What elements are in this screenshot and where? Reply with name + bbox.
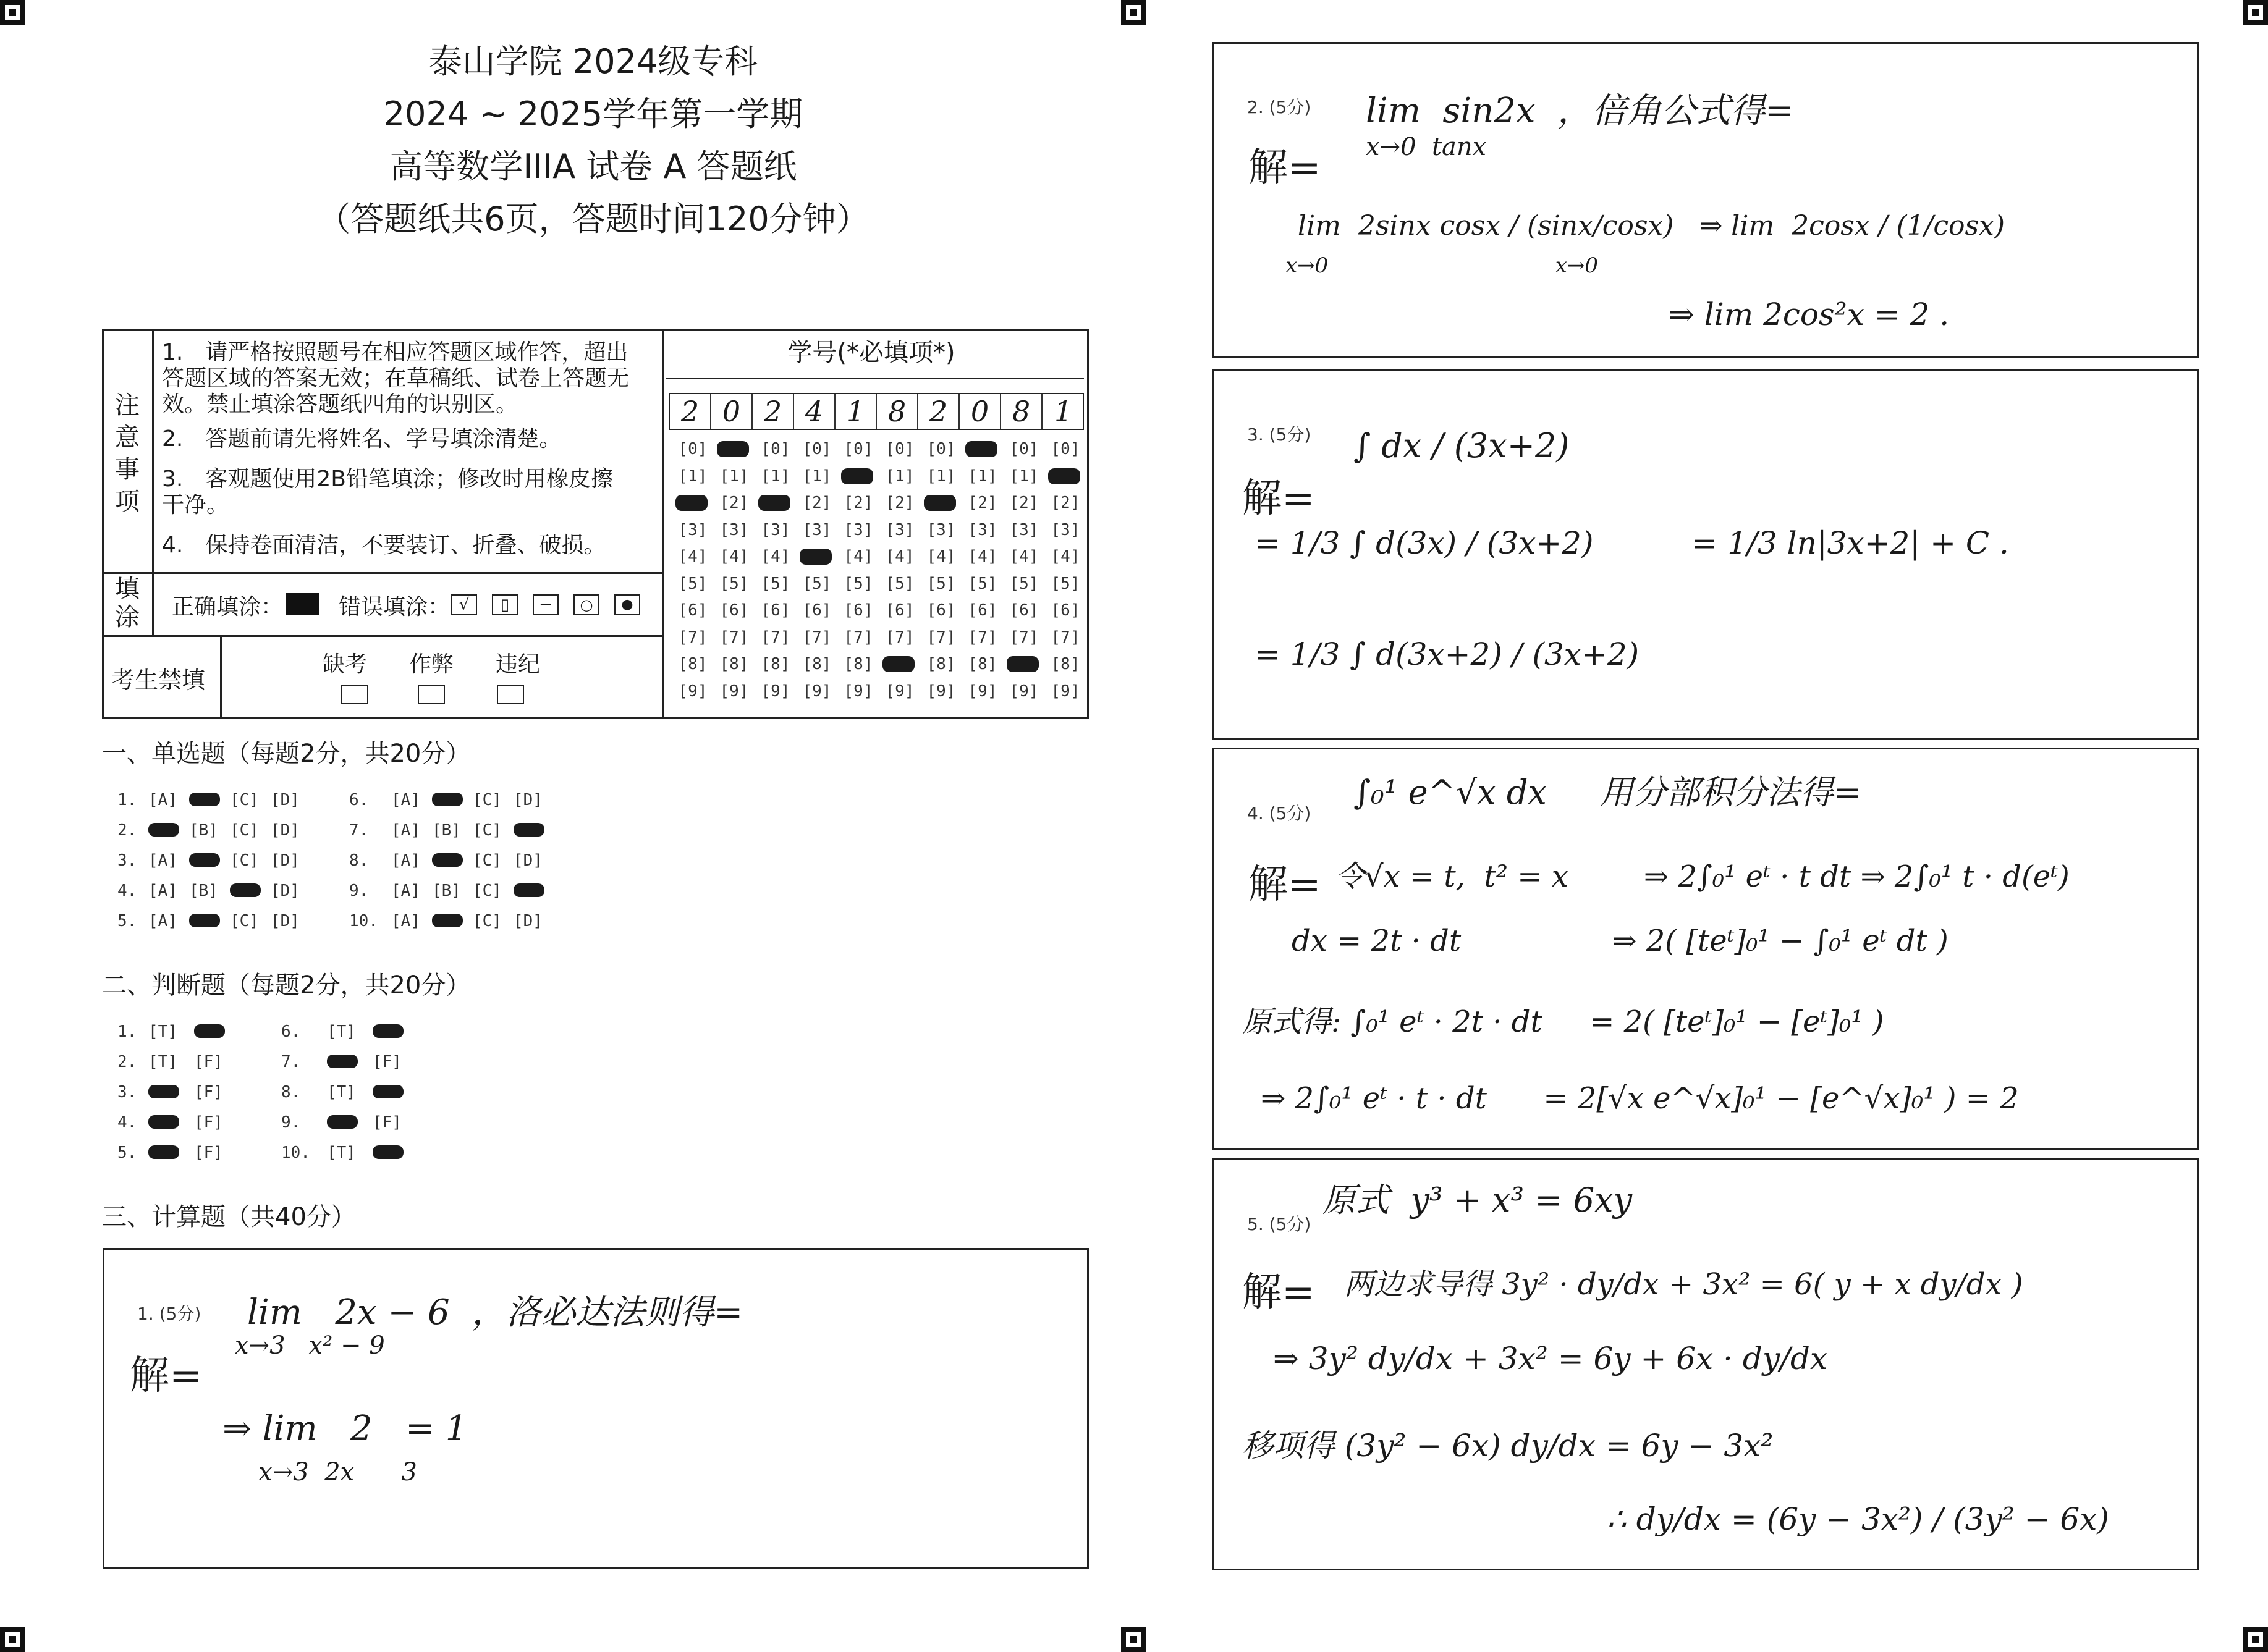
student-id-bubble[interactable]: [5] bbox=[678, 574, 708, 593]
divider bbox=[152, 329, 154, 573]
header-school: 泰山学院 2024级专科 bbox=[428, 42, 758, 81]
student-id-bubble[interactable]: [9] bbox=[678, 681, 708, 701]
option-bubble[interactable]: [T] bbox=[148, 1053, 177, 1071]
option-bubble[interactable]: [F] bbox=[373, 1113, 402, 1132]
student-id-bubble[interactable]: [6] bbox=[761, 601, 790, 620]
option-bubble[interactable]: [B] bbox=[432, 821, 461, 840]
option-bubble[interactable]: [C] bbox=[230, 851, 259, 870]
question-number: 3. bbox=[117, 1083, 137, 1102]
q3-line: = 1/3 ∫ d(3x+2) / (3x+2) bbox=[1255, 636, 1640, 672]
q3-line: ∫ dx / (3x+2) bbox=[1353, 426, 1570, 465]
section1-title: 一、单选题（每题2分，共20分） bbox=[102, 740, 471, 768]
student-id-bubble[interactable]: [1] bbox=[926, 466, 956, 486]
q1-line: x→3 2x 3 bbox=[235, 1458, 417, 1486]
q1-jie: 解= bbox=[130, 1353, 203, 1399]
student-id-bubble[interactable]: [9] bbox=[802, 681, 832, 701]
option-bubble[interactable]: [C] bbox=[473, 791, 502, 809]
option-violation: 违纪 bbox=[496, 652, 541, 677]
student-id-bubble[interactable]: [1] bbox=[885, 466, 915, 486]
q5-line: 两边求导得 3y² · dy/dx + 3x² = 6( y + x dy/dx ) bbox=[1344, 1267, 2023, 1302]
option-bubble[interactable]: [T] bbox=[327, 1144, 356, 1162]
option-bubble-filled[interactable] bbox=[189, 853, 220, 867]
q4-label: 4. (5分) bbox=[1247, 803, 1311, 824]
q1-line: lim 2x − 6 ，洛必达法则得= bbox=[247, 1292, 743, 1333]
student-id-bubble[interactable]: [4] bbox=[844, 547, 873, 566]
student-id-bubble[interactable]: [7] bbox=[844, 628, 873, 647]
notice-label: 注 意 事 项 bbox=[115, 391, 140, 516]
student-id-bubble[interactable]: [7] bbox=[926, 628, 956, 647]
option-bubble[interactable]: [D] bbox=[514, 791, 543, 809]
option-bubble-filled[interactable] bbox=[514, 883, 544, 897]
option-bubble-filled[interactable] bbox=[189, 793, 220, 806]
option-bubble[interactable]: [A] bbox=[148, 912, 177, 930]
registration-mark-bottom-right bbox=[2243, 1627, 2268, 1652]
question-number: 5. bbox=[117, 1144, 137, 1162]
student-id-bubble[interactable]: [1] bbox=[1009, 466, 1039, 486]
divider bbox=[220, 635, 222, 719]
option-bubble[interactable]: [A] bbox=[391, 882, 420, 900]
q3-jie: 解= bbox=[1242, 476, 1315, 521]
q5-label: 5. (5分) bbox=[1247, 1214, 1311, 1234]
student-id-bubble[interactable]: [7] bbox=[719, 628, 749, 647]
student-id-bubble[interactable]: [3] bbox=[802, 520, 832, 539]
option-bubble-filled[interactable] bbox=[189, 914, 220, 927]
q4-line: 原式得: ∫₀¹ eᵗ · 2t · dt = 2( [teᵗ]₀¹ − [eᵗ]₀¹ ) bbox=[1242, 1005, 1884, 1039]
option-bubble-filled[interactable] bbox=[432, 853, 463, 867]
question-number: 3. bbox=[117, 851, 137, 870]
q2-line: x→0 x→0 bbox=[1285, 253, 1599, 278]
divider bbox=[102, 635, 663, 637]
option-bubble-filled[interactable] bbox=[148, 823, 179, 837]
student-id-bubble[interactable]: [9] bbox=[719, 681, 749, 701]
q1-line: x→3 x² − 9 bbox=[235, 1331, 385, 1360]
correct-fill-label: 正确填涂： bbox=[172, 594, 284, 620]
option-bubble[interactable]: [B] bbox=[189, 821, 218, 840]
student-id-bubble[interactable]: [9] bbox=[844, 681, 873, 701]
student-id-bubble[interactable]: [0] bbox=[678, 440, 708, 458]
notice-item-3: 3. 客观题使用2B铅笔填涂；修改时用橡皮擦干净。 bbox=[162, 466, 613, 518]
option-bubble[interactable]: [F] bbox=[194, 1053, 223, 1071]
student-id-digit: 2 bbox=[670, 394, 711, 429]
student-id-bubble[interactable]: [5] bbox=[844, 574, 873, 593]
student-id-bubble[interactable]: [1] bbox=[678, 466, 708, 486]
student-id-bubble[interactable]: [0] bbox=[1051, 440, 1080, 458]
student-id-bubble[interactable]: [8] bbox=[761, 655, 790, 673]
student-id-bubble-filled[interactable] bbox=[841, 468, 873, 484]
student-id-bubble-filled[interactable] bbox=[924, 495, 956, 511]
q2-jie: 解= bbox=[1248, 145, 1321, 191]
student-id-bubble[interactable]: [6] bbox=[719, 601, 749, 620]
q3-label: 3. (5分) bbox=[1247, 424, 1311, 445]
student-id-bubble[interactable]: [4] bbox=[1051, 547, 1080, 566]
student-id-bubble[interactable]: [6] bbox=[926, 601, 956, 620]
student-id-bubble[interactable]: [0] bbox=[761, 440, 790, 458]
student-id-bubble[interactable]: [3] bbox=[885, 520, 915, 539]
question-number: 10. bbox=[349, 912, 378, 930]
q5-line: 原式 y³ + x³ = 6xy bbox=[1322, 1181, 1633, 1220]
option-bubble-filled[interactable] bbox=[373, 1145, 404, 1159]
student-id-bubble[interactable]: [4] bbox=[1009, 547, 1039, 566]
option-bubble-filled[interactable] bbox=[432, 914, 463, 927]
q5-jie: 解= bbox=[1242, 1270, 1315, 1315]
option-bubble[interactable]: [C] bbox=[473, 821, 502, 840]
option-bubble[interactable]: [D] bbox=[514, 912, 543, 930]
option-bubble[interactable]: [C] bbox=[230, 912, 259, 930]
option-bubble[interactable]: [F] bbox=[194, 1083, 223, 1102]
student-id-title: 学号(*必填项*) bbox=[787, 339, 955, 367]
option-bubble[interactable]: [T] bbox=[327, 1083, 356, 1102]
wrong-sample-circle: ○ bbox=[573, 594, 599, 615]
question-number: 10. bbox=[281, 1144, 310, 1162]
q4-jie: 解= bbox=[1248, 862, 1321, 908]
option-bubble[interactable]: [A] bbox=[391, 821, 420, 840]
student-id-bubble[interactable]: [9] bbox=[926, 681, 956, 701]
registration-mark-bottom-center bbox=[1121, 1627, 1146, 1652]
forbidden-label: 考生禁填 bbox=[111, 667, 206, 694]
student-id-digit: 1 bbox=[836, 394, 877, 429]
student-id-bubble[interactable]: [8] bbox=[802, 655, 832, 673]
question-number: 8. bbox=[349, 851, 369, 870]
header-course: 高等数学IIIA 试卷 A 答题纸 bbox=[389, 147, 797, 186]
option-bubble[interactable]: [F] bbox=[194, 1113, 223, 1132]
student-id-bubble[interactable]: [6] bbox=[802, 601, 832, 620]
student-id-bubble[interactable]: [9] bbox=[761, 681, 790, 701]
student-id-bubble[interactable]: [2] bbox=[885, 494, 915, 512]
student-id-bubble-filled[interactable] bbox=[717, 441, 749, 457]
option-bubble-filled[interactable] bbox=[373, 1085, 404, 1098]
student-id-bubble-filled[interactable] bbox=[1048, 468, 1080, 484]
q1-line: ⇒ lim 2 = 1 bbox=[222, 1409, 468, 1449]
question-number: 6. bbox=[281, 1022, 301, 1041]
wrong-sample-check: √ bbox=[451, 594, 477, 615]
option-bubble[interactable]: [D] bbox=[271, 882, 300, 900]
section3-title: 三、计算题（共40分） bbox=[102, 1203, 356, 1231]
q2-line: lim 2sinx cosx / (sinx/cosx) ⇒ lim 2cosx / (1/cosx) bbox=[1298, 210, 2005, 242]
header-note: （答题纸共6页，答题时间120分钟） bbox=[317, 200, 870, 238]
option-bubble-filled[interactable] bbox=[148, 1115, 179, 1129]
student-id-bubble[interactable]: [9] bbox=[885, 681, 915, 701]
option-bubble[interactable]: [C] bbox=[230, 791, 259, 809]
header-term: 2024 ~ 2025学年第一学期 bbox=[383, 95, 803, 133]
question-number: 5. bbox=[117, 912, 137, 930]
student-id-digit: 8 bbox=[877, 394, 918, 429]
student-id-bubble[interactable]: [5] bbox=[1009, 574, 1039, 593]
student-id-bubble[interactable]: [3] bbox=[719, 520, 749, 539]
student-id-bubble[interactable]: [4] bbox=[761, 547, 790, 566]
option-bubble[interactable]: [A] bbox=[148, 851, 177, 870]
student-id-bubble[interactable]: [4] bbox=[968, 547, 997, 566]
fill-label: 填 涂 bbox=[115, 575, 140, 631]
student-id-bubble-filled[interactable] bbox=[800, 549, 832, 565]
registration-mark-bottom-left bbox=[0, 1627, 25, 1652]
student-id-bubble[interactable]: [3] bbox=[761, 520, 790, 539]
student-id-bubble[interactable]: [4] bbox=[926, 547, 956, 566]
student-id-bubble[interactable]: [7] bbox=[1051, 628, 1080, 647]
q1-label: 1. (5分) bbox=[137, 1304, 201, 1324]
question-number: 7. bbox=[281, 1053, 301, 1071]
wrong-sample-partial: ▯ bbox=[492, 594, 518, 615]
student-id-bubble[interactable]: [2] bbox=[844, 494, 873, 512]
option-absent: 缺考 bbox=[323, 652, 368, 677]
student-id-bubble[interactable]: [1] bbox=[761, 466, 790, 486]
student-id-bubble[interactable]: [3] bbox=[926, 520, 956, 539]
option-bubble[interactable]: [A] bbox=[148, 791, 177, 809]
student-id-bubble[interactable]: [1] bbox=[719, 466, 749, 486]
student-id-bubble[interactable]: [2] bbox=[719, 494, 749, 512]
option-bubble-filled[interactable] bbox=[514, 823, 544, 837]
question-number: 4. bbox=[117, 882, 137, 900]
student-id-bubble[interactable]: [6] bbox=[678, 601, 708, 620]
student-id-bubble[interactable]: [4] bbox=[885, 547, 915, 566]
student-id-bubble[interactable]: [0] bbox=[844, 440, 873, 458]
divider bbox=[102, 572, 663, 574]
student-id-bubble[interactable]: [0] bbox=[885, 440, 915, 458]
option-bubble-filled[interactable] bbox=[432, 793, 463, 806]
wrong-sample-dash: − bbox=[533, 594, 559, 615]
option-bubble[interactable]: [D] bbox=[271, 821, 300, 840]
notice-item-2: 2. 答题前请先将姓名、学号填涂清楚。 bbox=[162, 426, 562, 452]
divider bbox=[666, 378, 1084, 379]
student-id-bubble[interactable]: [5] bbox=[885, 574, 915, 593]
question-number: 2. bbox=[117, 1053, 137, 1071]
wrong-sample-dot: ● bbox=[614, 594, 640, 615]
student-id-bubble[interactable]: [0] bbox=[1009, 440, 1039, 458]
student-id-bubble[interactable]: [2] bbox=[1009, 494, 1039, 512]
violation-checkbox[interactable] bbox=[497, 685, 524, 704]
question-number: 1. bbox=[117, 791, 137, 809]
student-id-digit: 1 bbox=[1054, 395, 1073, 428]
option-bubble[interactable]: [C] bbox=[230, 821, 259, 840]
cheating-checkbox[interactable] bbox=[418, 685, 445, 704]
student-id-bubble[interactable]: [7] bbox=[968, 628, 997, 647]
option-bubble[interactable]: [T] bbox=[148, 1022, 177, 1041]
option-bubble[interactable]: [A] bbox=[148, 882, 177, 900]
option-bubble[interactable]: [D] bbox=[271, 791, 300, 809]
student-id-bubble-filled[interactable] bbox=[758, 495, 790, 511]
registration-mark-top-left bbox=[0, 0, 25, 25]
absent-checkbox[interactable] bbox=[341, 685, 368, 704]
student-id-bubble[interactable]: [3] bbox=[1051, 520, 1080, 539]
option-bubble-filled[interactable] bbox=[373, 1024, 404, 1038]
wrong-fill-label: 错误填涂： bbox=[339, 594, 451, 620]
student-id-bubble[interactable]: [4] bbox=[678, 547, 708, 566]
option-bubble-filled[interactable] bbox=[148, 1145, 179, 1159]
option-bubble-filled[interactable] bbox=[148, 1085, 179, 1098]
option-bubble[interactable]: [D] bbox=[271, 851, 300, 870]
option-bubble[interactable]: [F] bbox=[194, 1144, 223, 1162]
notice-item-1: 1. 请严格按照题号在相应答题区域作答，超出答题区域的答案无效；在草稿纸、试卷上答题无效。禁止填涂答题纸四角的识别区。 bbox=[162, 340, 630, 417]
student-id-bubble-filled[interactable] bbox=[965, 441, 997, 457]
student-id-bubble[interactable]: [6] bbox=[1009, 601, 1039, 620]
option-bubble-filled[interactable] bbox=[230, 883, 261, 897]
question-number: 8. bbox=[281, 1083, 301, 1102]
student-id-bubble[interactable]: [1] bbox=[802, 466, 832, 486]
student-id-bubble[interactable]: [8] bbox=[1051, 655, 1080, 673]
student-id-bubble[interactable]: [0] bbox=[802, 440, 832, 458]
registration-mark-top-right bbox=[2243, 0, 2268, 25]
q3-line: = 1/3 ∫ d(3x) / (3x+2) = 1/3 ln|3x+2| + C . bbox=[1255, 525, 2009, 561]
section2-title: 二、判断题（每题2分，共20分） bbox=[102, 971, 471, 1000]
student-id-bubble[interactable]: [4] bbox=[719, 547, 749, 566]
option-bubble[interactable]: [B] bbox=[432, 882, 461, 900]
student-id-bubble[interactable]: [3] bbox=[678, 520, 708, 539]
q2-line: lim sin2x ，倍角公式得= bbox=[1366, 91, 1794, 131]
q4-line: 令√x = t, t² = x ⇒ 2∫₀¹ eᵗ · t dt ⇒ 2∫₀¹ t · d(eᵗ) bbox=[1335, 859, 2070, 894]
student-id-bubble[interactable]: [5] bbox=[968, 574, 997, 593]
student-id-bubble[interactable]: [5] bbox=[719, 574, 749, 593]
option-bubble[interactable]: [D] bbox=[271, 912, 300, 930]
student-id-digit: 0 bbox=[960, 394, 1001, 429]
student-id-bubble[interactable]: [6] bbox=[968, 601, 997, 620]
option-bubble[interactable]: [C] bbox=[473, 912, 502, 930]
option-bubble[interactable]: [D] bbox=[514, 851, 543, 870]
student-id-bubble[interactable]: [9] bbox=[1009, 681, 1039, 701]
option-bubble[interactable]: [C] bbox=[473, 882, 502, 900]
student-id-bubble-filled[interactable] bbox=[882, 656, 915, 672]
question-number: 7. bbox=[349, 821, 369, 840]
question-number: 9. bbox=[349, 882, 369, 900]
option-bubble[interactable]: [A] bbox=[391, 912, 420, 930]
student-id-digit: 8 bbox=[1001, 394, 1043, 429]
student-id-bubble[interactable]: [3] bbox=[844, 520, 873, 539]
student-id-bubble[interactable]: [8] bbox=[844, 655, 873, 673]
student-id-bubble[interactable]: [1] bbox=[968, 466, 997, 486]
q5-line: ⇒ 3y² dy/dx + 3x² = 6y + 6x · dy/dx bbox=[1273, 1341, 1828, 1376]
student-id-digit: 4 bbox=[794, 394, 836, 429]
question-number: 9. bbox=[281, 1113, 301, 1132]
student-id-bubble[interactable]: [2] bbox=[968, 494, 997, 512]
option-bubble[interactable]: [C] bbox=[473, 851, 502, 870]
option-bubble[interactable]: [T] bbox=[327, 1022, 356, 1041]
student-id-bubble[interactable]: [6] bbox=[885, 601, 915, 620]
student-id-bubble[interactable]: [0] bbox=[926, 440, 956, 458]
student-id-bubble[interactable]: [8] bbox=[926, 655, 956, 673]
q2-line: ⇒ lim 2cos²x = 2 . bbox=[1669, 297, 1950, 332]
correct-fill-sample bbox=[286, 593, 319, 615]
option-bubble-filled[interactable] bbox=[327, 1115, 358, 1129]
notice-item-4: 4. 保持卷面清洁，不要装订、折叠、破损。 bbox=[162, 533, 606, 558]
divider bbox=[662, 329, 664, 719]
student-id-bubble[interactable]: [2] bbox=[1051, 494, 1080, 512]
student-id-bubble[interactable]: [9] bbox=[968, 681, 997, 701]
q4-line: ∫₀¹ e^√x dx 用分部积分法得= bbox=[1353, 773, 1861, 812]
student-id-bubble[interactable]: [8] bbox=[678, 655, 708, 673]
student-id-digit: 2 bbox=[753, 394, 794, 429]
option-bubble[interactable]: [F] bbox=[373, 1053, 402, 1071]
student-id-bubble[interactable]: [7] bbox=[678, 628, 708, 647]
student-id-bubble[interactable]: [8] bbox=[968, 655, 997, 673]
q4-line: ⇒ 2∫₀¹ eᵗ · t · dt = 2[√x e^√x]₀¹ − [e^√x]₀¹ ) = 2 bbox=[1261, 1081, 2019, 1116]
question-number: 6. bbox=[349, 791, 369, 809]
student-id-bubble[interactable]: [5] bbox=[1051, 574, 1080, 593]
student-id-bubble[interactable]: [7] bbox=[802, 628, 832, 647]
q2-label: 2. (5分) bbox=[1247, 97, 1311, 117]
question-number: 2. bbox=[117, 821, 137, 840]
student-id-digit: 0 bbox=[711, 394, 753, 429]
student-id-bubble[interactable]: [5] bbox=[926, 574, 956, 593]
question-number: 1. bbox=[117, 1022, 137, 1041]
student-id-bubble[interactable]: [7] bbox=[1009, 628, 1039, 647]
option-bubble[interactable]: [A] bbox=[391, 851, 420, 870]
student-id-bubble[interactable]: [8] bbox=[719, 655, 749, 673]
student-id-bubble[interactable]: [6] bbox=[1051, 601, 1080, 620]
student-id-bubble[interactable]: [7] bbox=[885, 628, 915, 647]
option-bubble[interactable]: [A] bbox=[391, 791, 420, 809]
option-bubble-filled[interactable] bbox=[194, 1024, 225, 1038]
student-id-bubble[interactable]: [7] bbox=[761, 628, 790, 647]
student-id-bubble-filled[interactable] bbox=[1007, 656, 1039, 672]
student-id-bubble-filled[interactable] bbox=[675, 495, 708, 511]
divider bbox=[152, 572, 154, 636]
registration-mark-top-center bbox=[1121, 0, 1146, 25]
student-id-digit: 2 bbox=[918, 394, 960, 429]
option-cheating: 作弊 bbox=[409, 652, 454, 677]
q4-line: dx = 2t · dt ⇒ 2( [teᵗ]₀¹ − ∫₀¹ eᵗ dt ) bbox=[1292, 924, 1949, 958]
student-id-bubble[interactable]: [2] bbox=[802, 494, 832, 512]
question-number: 4. bbox=[117, 1113, 137, 1132]
student-id-bubble[interactable]: [6] bbox=[844, 601, 873, 620]
option-bubble[interactable]: [B] bbox=[189, 882, 218, 900]
student-id-bubble[interactable]: [5] bbox=[802, 574, 832, 593]
student-id-bubble[interactable]: [3] bbox=[968, 520, 997, 539]
student-id-bubble[interactable]: [3] bbox=[1009, 520, 1039, 539]
q5-line: 移项得 (3y² − 6x) dy/dx = 6y − 3x² bbox=[1242, 1428, 1774, 1464]
option-bubble-filled[interactable] bbox=[327, 1055, 358, 1068]
student-id-bubble[interactable]: [9] bbox=[1051, 681, 1080, 701]
q2-line: x→0 tanx bbox=[1366, 133, 1487, 161]
student-id-bubble[interactable]: [5] bbox=[761, 574, 790, 593]
q5-line: ∴ dy/dx = (6y − 3x²) / (3y² − 6x) bbox=[1607, 1501, 2109, 1537]
